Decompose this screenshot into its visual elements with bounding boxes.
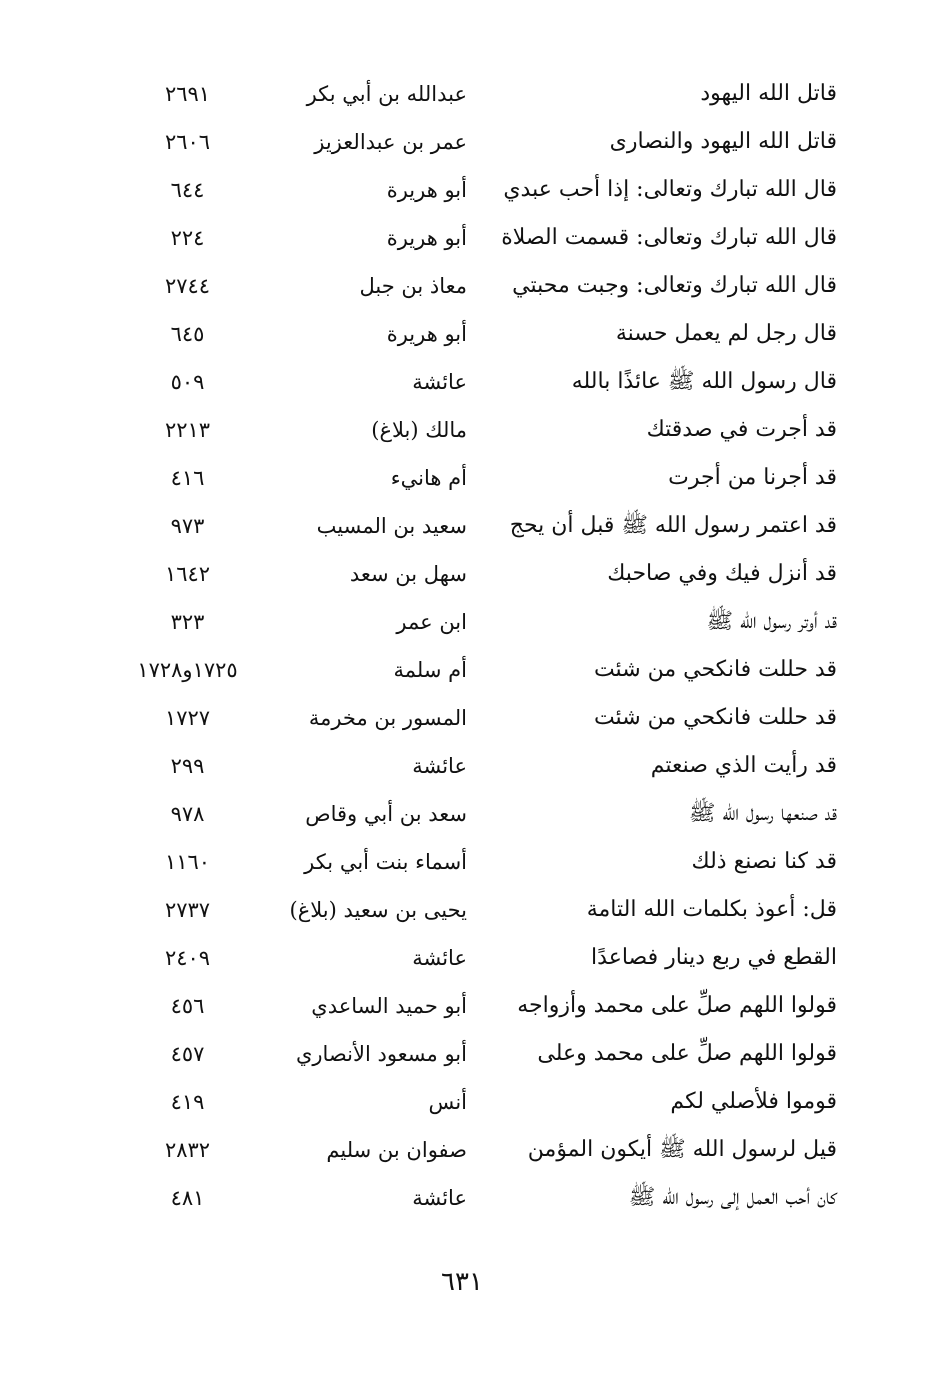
hadith-number: ٩٧٨	[170, 802, 205, 826]
hadith-opening-text: قد حللت فانكحي من شئت	[593, 657, 837, 682]
narrator-name: أبو مسعود الأنصاري	[295, 1042, 467, 1066]
hadith-number: ٢٢١٣	[164, 418, 211, 442]
hadith-number: ١٧٢٧	[164, 706, 211, 730]
index-row	[0, 934, 925, 982]
hadith-number: ٢٧٤٤	[164, 274, 211, 298]
hadith-number: ٢٧٣٧	[164, 898, 211, 922]
hadith-opening-text: قال رجل لم يعمل حسنة	[615, 321, 837, 346]
hadith-number: ٤١٩	[170, 1090, 205, 1114]
narrator-name: أبو هريرة	[386, 322, 467, 346]
narrator-name: صفوان بن سليم	[326, 1138, 467, 1162]
index-row	[0, 166, 925, 214]
hadith-number: ٣٢٣	[170, 610, 205, 634]
hadith-opening-text: قد رأيت الذي صنعتم	[650, 753, 837, 778]
index-row	[0, 454, 925, 502]
narrator-name: عبدالله بن أبي بكر	[306, 82, 467, 106]
hadith-number: ٢٢٤	[170, 226, 205, 250]
hadith-number: ١١٦٠	[164, 850, 211, 874]
index-row	[0, 502, 925, 550]
narrator-name: مالك (بلاغ)	[371, 418, 467, 442]
hadith-number: ٥٠٩	[170, 370, 205, 394]
hadith-number: ٢٦٠٦	[164, 130, 211, 154]
narrator-name: عائشة	[412, 946, 467, 970]
narrator-name: عائشة	[412, 370, 467, 394]
hadith-number: ٤٥٧	[170, 1042, 205, 1066]
hadith-index-table	[0, 70, 925, 1222]
hadith-number: ٤٨١	[170, 1186, 205, 1210]
hadith-opening-text: قل: أعوذ بكلمات الله التامة	[586, 897, 837, 922]
hadith-opening-text: قولوا اللهم صلِّ على محمد وعلى	[537, 1041, 837, 1066]
index-row	[0, 1078, 925, 1126]
narrator-name: سعيد بن المسيب	[316, 514, 467, 538]
hadith-number: ٢٨٣٢	[164, 1138, 211, 1162]
hadith-number: ٢٩٩	[170, 754, 205, 778]
narrator-name: أبو هريرة	[386, 226, 467, 250]
hadith-number: ٦٤٥	[170, 322, 205, 346]
index-row	[0, 1174, 925, 1222]
hadith-opening-text: قد حللت فانكحي من شئت	[593, 705, 837, 730]
index-row	[0, 310, 925, 358]
index-row	[0, 70, 925, 118]
hadith-opening-text: كان أحب العمل إلى رسول الله ﷺ	[628, 1185, 837, 1210]
hadith-opening-text: القطع في ربع دينار فصاعدًا	[591, 945, 837, 970]
narrator-name: أبو حميد الساعدي	[311, 994, 467, 1018]
index-row	[0, 646, 925, 694]
hadith-number: ٢٦٩١	[164, 82, 211, 106]
index-row	[0, 694, 925, 742]
index-row	[0, 550, 925, 598]
narrator-name: يحيى بن سعيد (بلاغ)	[289, 898, 467, 922]
index-row	[0, 118, 925, 166]
narrator-name: ابن عمر	[396, 610, 467, 634]
narrator-name: عائشة	[412, 1186, 467, 1210]
index-row	[0, 838, 925, 886]
index-row	[0, 1030, 925, 1078]
narrator-name: عائشة	[412, 754, 467, 778]
index-row	[0, 790, 925, 838]
hadith-opening-text: قال الله تبارك وتعالى: وجبت محبتي	[512, 273, 837, 298]
hadith-opening-text: قال الله تبارك وتعالى: قسمت الصلاة	[501, 225, 837, 250]
hadith-number: ١٦٤٢	[164, 562, 211, 586]
index-row	[0, 886, 925, 934]
index-row	[0, 742, 925, 790]
hadith-opening-text: قد أجرت في صدقتك	[646, 417, 837, 442]
index-row	[0, 262, 925, 310]
narrator-name: معاذ بن جبل	[359, 274, 467, 298]
hadith-opening-text: قال الله تبارك وتعالى: إذا أحب عبدي	[503, 177, 837, 202]
page-number: ٦٣١	[441, 1267, 483, 1297]
narrator-name: أبو هريرة	[386, 178, 467, 202]
narrator-name: أم هانيء	[390, 466, 467, 490]
hadith-opening-text: قاتل الله اليهود	[700, 81, 837, 106]
hadith-number: ١٧٢٥و١٧٢٨	[137, 658, 238, 682]
index-row	[0, 406, 925, 454]
hadith-opening-text: قاتل الله اليهود والنصارى	[609, 129, 837, 154]
index-row	[0, 598, 925, 646]
narrator-name: أسماء بنت أبي بكر	[304, 850, 467, 874]
hadith-opening-text: قولوا اللهم صلِّ على محمد وأزواجه	[517, 993, 837, 1018]
narrator-name: سعد بن أبي وقاص	[305, 802, 467, 826]
hadith-number: ٦٤٤	[170, 178, 205, 202]
narrator-name: عمر بن عبدالعزيز	[314, 130, 467, 154]
index-row	[0, 214, 925, 262]
hadith-opening-text: قد أوتر رسول الله ﷺ	[706, 609, 837, 634]
hadith-opening-text: قد كنا نصنع ذلك	[691, 849, 837, 874]
hadith-opening-text: قد أنزل فيك وفي صاحبك	[607, 561, 837, 586]
index-row	[0, 358, 925, 406]
narrator-name: المسور بن مخرمة	[308, 706, 467, 730]
index-row	[0, 1126, 925, 1174]
hadith-number: ٤٥٦	[170, 994, 205, 1018]
hadith-opening-text: قد أجرنا من أجرت	[668, 465, 837, 490]
narrator-name: سهل بن سعد	[349, 562, 467, 586]
hadith-opening-text: قوموا فلأصلي لكم	[670, 1089, 837, 1114]
hadith-opening-text: قيل لرسول الله ﷺ أيكون المؤمن	[527, 1137, 837, 1162]
index-row	[0, 982, 925, 1030]
hadith-opening-text: قد اعتمر رسول الله ﷺ قبل أن يحج	[509, 513, 837, 538]
narrator-name: أنس	[428, 1090, 467, 1114]
hadith-number: ٤١٦	[170, 466, 205, 490]
hadith-opening-text: قال رسول الله ﷺ عائذًا بالله	[571, 369, 837, 394]
hadith-number: ٢٤٠٩	[164, 946, 211, 970]
hadith-opening-text: قد صنعها رسول الله ﷺ	[688, 801, 837, 826]
narrator-name: أم سلمة	[393, 658, 467, 682]
hadith-number: ٩٧٣	[170, 514, 205, 538]
